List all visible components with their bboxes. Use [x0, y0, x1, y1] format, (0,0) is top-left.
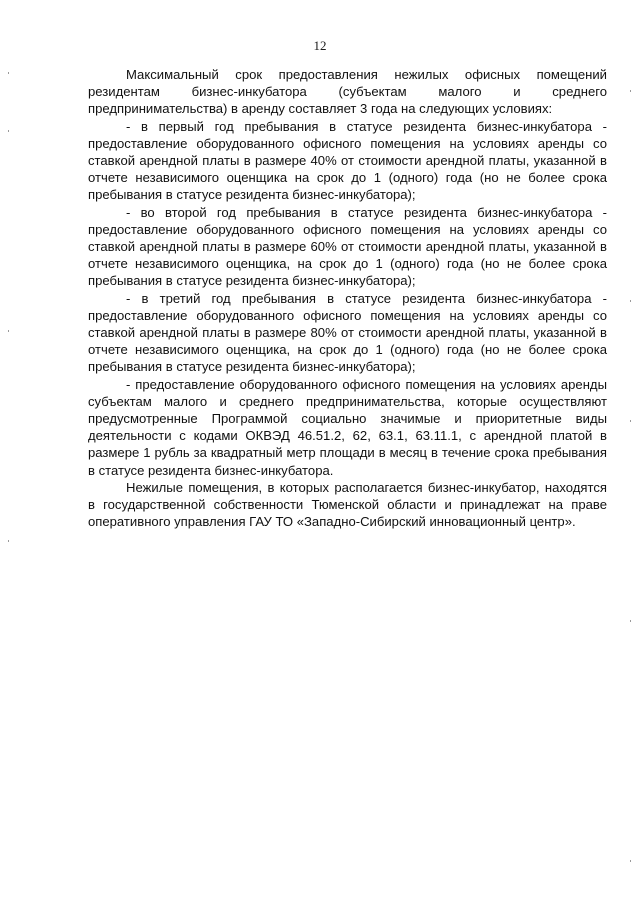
paragraph-first-year: - в первый год пребывания в статусе резидента бизнес-инкубатора - предоставление оборудованного офисного помещения на условиях аренды со ставкой арендной платы в размере 40% от стоимости арендной платы, указанной в отчете независимого оценщика на срок до 1 (одного) года (но не более срока пребывания в статусе резидента бизнес-инкубатора); — [88, 118, 607, 203]
scan-mark — [8, 72, 9, 74]
scan-mark — [630, 860, 631, 862]
scan-mark — [630, 620, 631, 622]
scan-mark — [630, 300, 631, 302]
document-body — [88, 66, 607, 530]
page-number: 12 — [313, 38, 327, 53]
paragraph-priority-activities: - предоставление оборудованного офисного помещения на условиях аренды субъектам малого и среднего предпринимательства, которые осуществляют предусмотренные Программой социально значимые и приоритетные виды деятельности с кодами ОКВЭД 46.51.2, 62, 63.1, 63.11.1, с арендной платой в размере 1 рубль за квадратный метр площади в месяц в течение срока пребывания в статусе резидента бизнес-инкубатора. — [88, 376, 607, 478]
paragraph-third-year: - в третий год пребывания в статусе резидента бизнес-инкубатора - предоставление оборудованного офисного помещения на условиях аренды со ставкой арендной платы в размере 80% от стоимости арендной платы, указанной в отчете независимого оценщика, на срок до 1 (одного) года (но не более срока пребывания в статусе резидента бизнес-инкубатора); — [88, 290, 607, 375]
scan-mark — [630, 420, 631, 422]
paragraph-lease-term: Максимальный срок предоставления нежилых офисных помещений резидентам бизнес-инкубатора (субъектам малого и среднего предпринимательства) в аренду составляет 3 года на следующих условиях: — [88, 67, 607, 117]
scan-mark — [630, 90, 631, 92]
scan-mark — [8, 130, 9, 132]
scan-mark — [8, 330, 9, 332]
paragraph-second-year: - во второй год пребывания в статусе резидента бизнес-инкубатора - предоставление оборудованного офисного помещения на условиях аренды со ставкой арендной платы в размере 60% от стоимости арендной платы, указанной в отчете независимого оценщика, на срок до 1 (одного) года (но не более срока пребывания в статусе резидента бизнес-инкубатора); — [88, 204, 607, 289]
paragraph-premises-ownership: Нежилые помещения, в которых располагается бизнес-инкубатор, находятся в государственной собственности Тюменской области и принадлежат на праве оперативного управления ГАУ ТО «Западно-Сибирский инновационный центр». — [88, 479, 607, 530]
scan-mark — [8, 540, 9, 542]
